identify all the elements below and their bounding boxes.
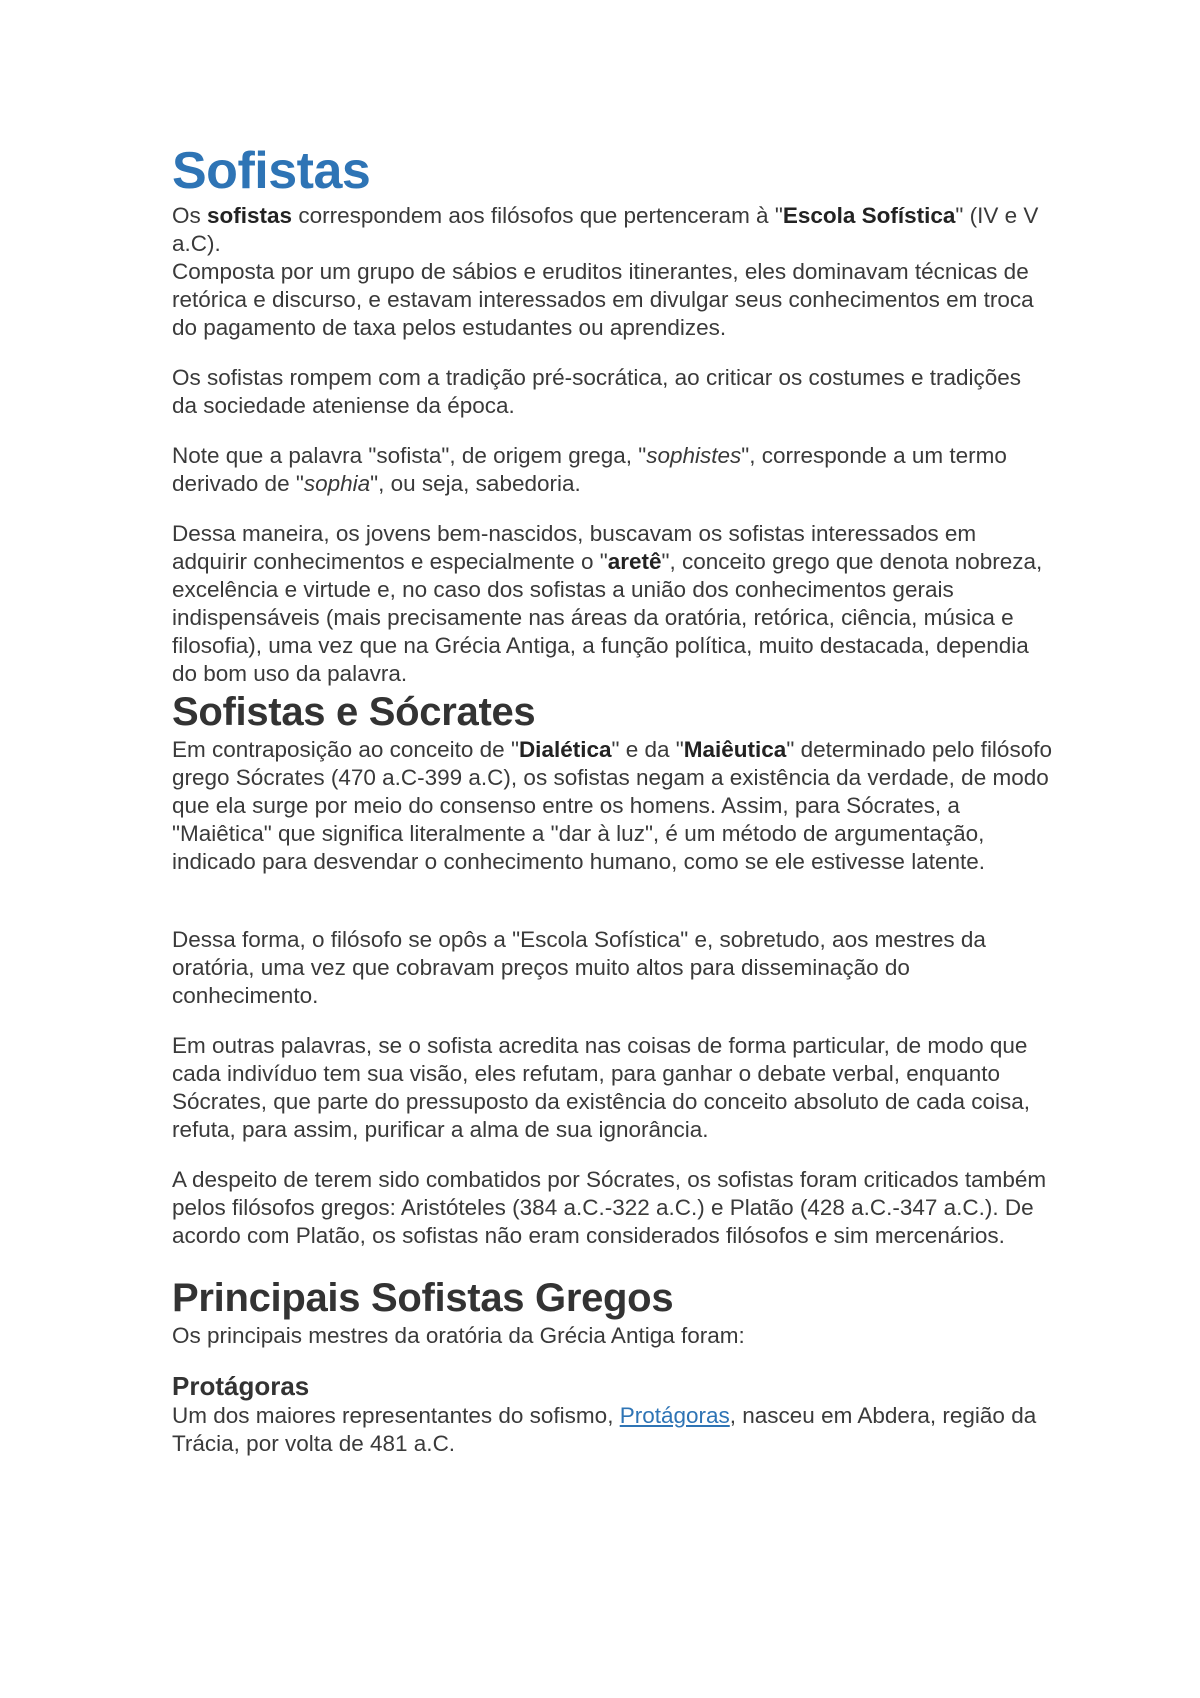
intro-paragraph xyxy=(172,202,1052,258)
text-run: correspondem aos filósofos que pertenceram à " xyxy=(292,203,783,228)
paragraph: Os principais mestres da oratória da Grécia Antiga foram: xyxy=(172,1323,745,1348)
text-run: Um dos maiores representantes do sofismo, xyxy=(172,1403,620,1428)
paragraph: Composta por um grupo de sábios e eruditos itinerantes, eles dominavam técnicas de retórica e discurso, e estavam interessados em divulgar seus conhecimentos em troca do pagamento de taxa pelos estudantes ou aprendizes. xyxy=(172,259,1034,340)
paragraph xyxy=(172,736,1052,876)
italic-term: sophistes xyxy=(646,443,742,468)
paragraph: A despeito de terem sido combatidos por Sócrates, os sofistas foram criticados também pelos filósofos gregos: Aristóteles (384 a.C.-322 a.C.) e Platão (428 a.C.-347 a.C.). De acordo com Platão, os sofistas não eram considerados filósofos e sim mercenários. xyxy=(172,1167,1047,1248)
text-run: " determinado pelo filósofo grego Sócrates (470 a.C-399 a.C), os sofistas negam a existência da verdade, de modo que ela surge por meio do consenso entre os homens. Assim, para Sócrates, a "Maiêtica" que significa literalmente a "dar à luz", é um método de argumentação, indicado para desvendar o conhecimento humano, como se ele estivesse latente. xyxy=(172,737,1052,874)
paragraph xyxy=(172,520,1052,688)
paragraph: Os sofistas rompem com a tradição pré-socrática, ao criticar os costumes e tradições da sociedade ateniense da época. xyxy=(172,365,1022,418)
text-run: , nasceu em Abdera, região da Trácia, por volta de 481 a.C. xyxy=(172,1403,1037,1456)
bold-term: Escola Sofística xyxy=(782,203,956,228)
paragraph: Em outras palavras, se o sofista acredita nas coisas de forma particular, de modo que cada indivíduo tem sua visão, eles refutam, para ganhar o debate verbal, enquanto Sócrates, que parte do pressuposto da existência do conceito absoluto de cada coisa, refuta, para assim, purificar a alma de sua ignorância. xyxy=(172,1033,1031,1142)
protagoras-link[interactable]: Protágoras xyxy=(619,1403,730,1428)
section-heading: Sofistas e Sócrates xyxy=(172,690,536,734)
document-body xyxy=(172,140,1052,1458)
text-run: Note que a palavra "sofista", de origem grega, " xyxy=(172,443,647,468)
bold-term: Dialética xyxy=(518,737,612,762)
subsection-heading: Protágoras xyxy=(172,1371,310,1401)
text-run: ", ou seja, sabedoria. xyxy=(370,471,581,496)
paragraph xyxy=(172,442,1052,498)
paragraph xyxy=(172,1402,1052,1458)
text-run: " e da " xyxy=(611,737,684,762)
bold-term: sofistas xyxy=(207,203,293,228)
paragraph: Dessa forma, o filósofo se opôs a "Escola Sofística" e, sobretudo, aos mestres da oratória, uma vez que cobravam preços muito altos para disseminação do conhecimento. xyxy=(172,927,986,1008)
bold-term: Maiêutica xyxy=(683,737,787,762)
text-run: ", conceito grego que denota nobreza, excelência e virtude e, no caso dos sofistas a união dos conhecimentos gerais indispensáveis (mais precisamente nas áreas da oratória, retórica, ciência, música e filosofia), uma vez que na Grécia Antiga, a função política, muito destacada, dependia do bom uso da palavra. xyxy=(172,549,1043,686)
text-run: " (IV e V a.C). xyxy=(172,203,1039,256)
bold-term: aretê xyxy=(607,549,662,574)
italic-term: sophia xyxy=(303,471,371,496)
section-heading: Principais Sofistas Gregos xyxy=(172,1276,674,1320)
text-run: Em contraposição ao conceito de " xyxy=(172,737,519,762)
text-run: ", corresponde a um termo derivado de " xyxy=(172,443,1007,496)
page-title: Sofistas xyxy=(172,142,371,200)
text-run: Dessa maneira, os jovens bem-nascidos, buscavam os sofistas interessados em adquirir conhecimentos e especialmente o " xyxy=(172,521,977,574)
text-run: Os xyxy=(172,203,208,228)
